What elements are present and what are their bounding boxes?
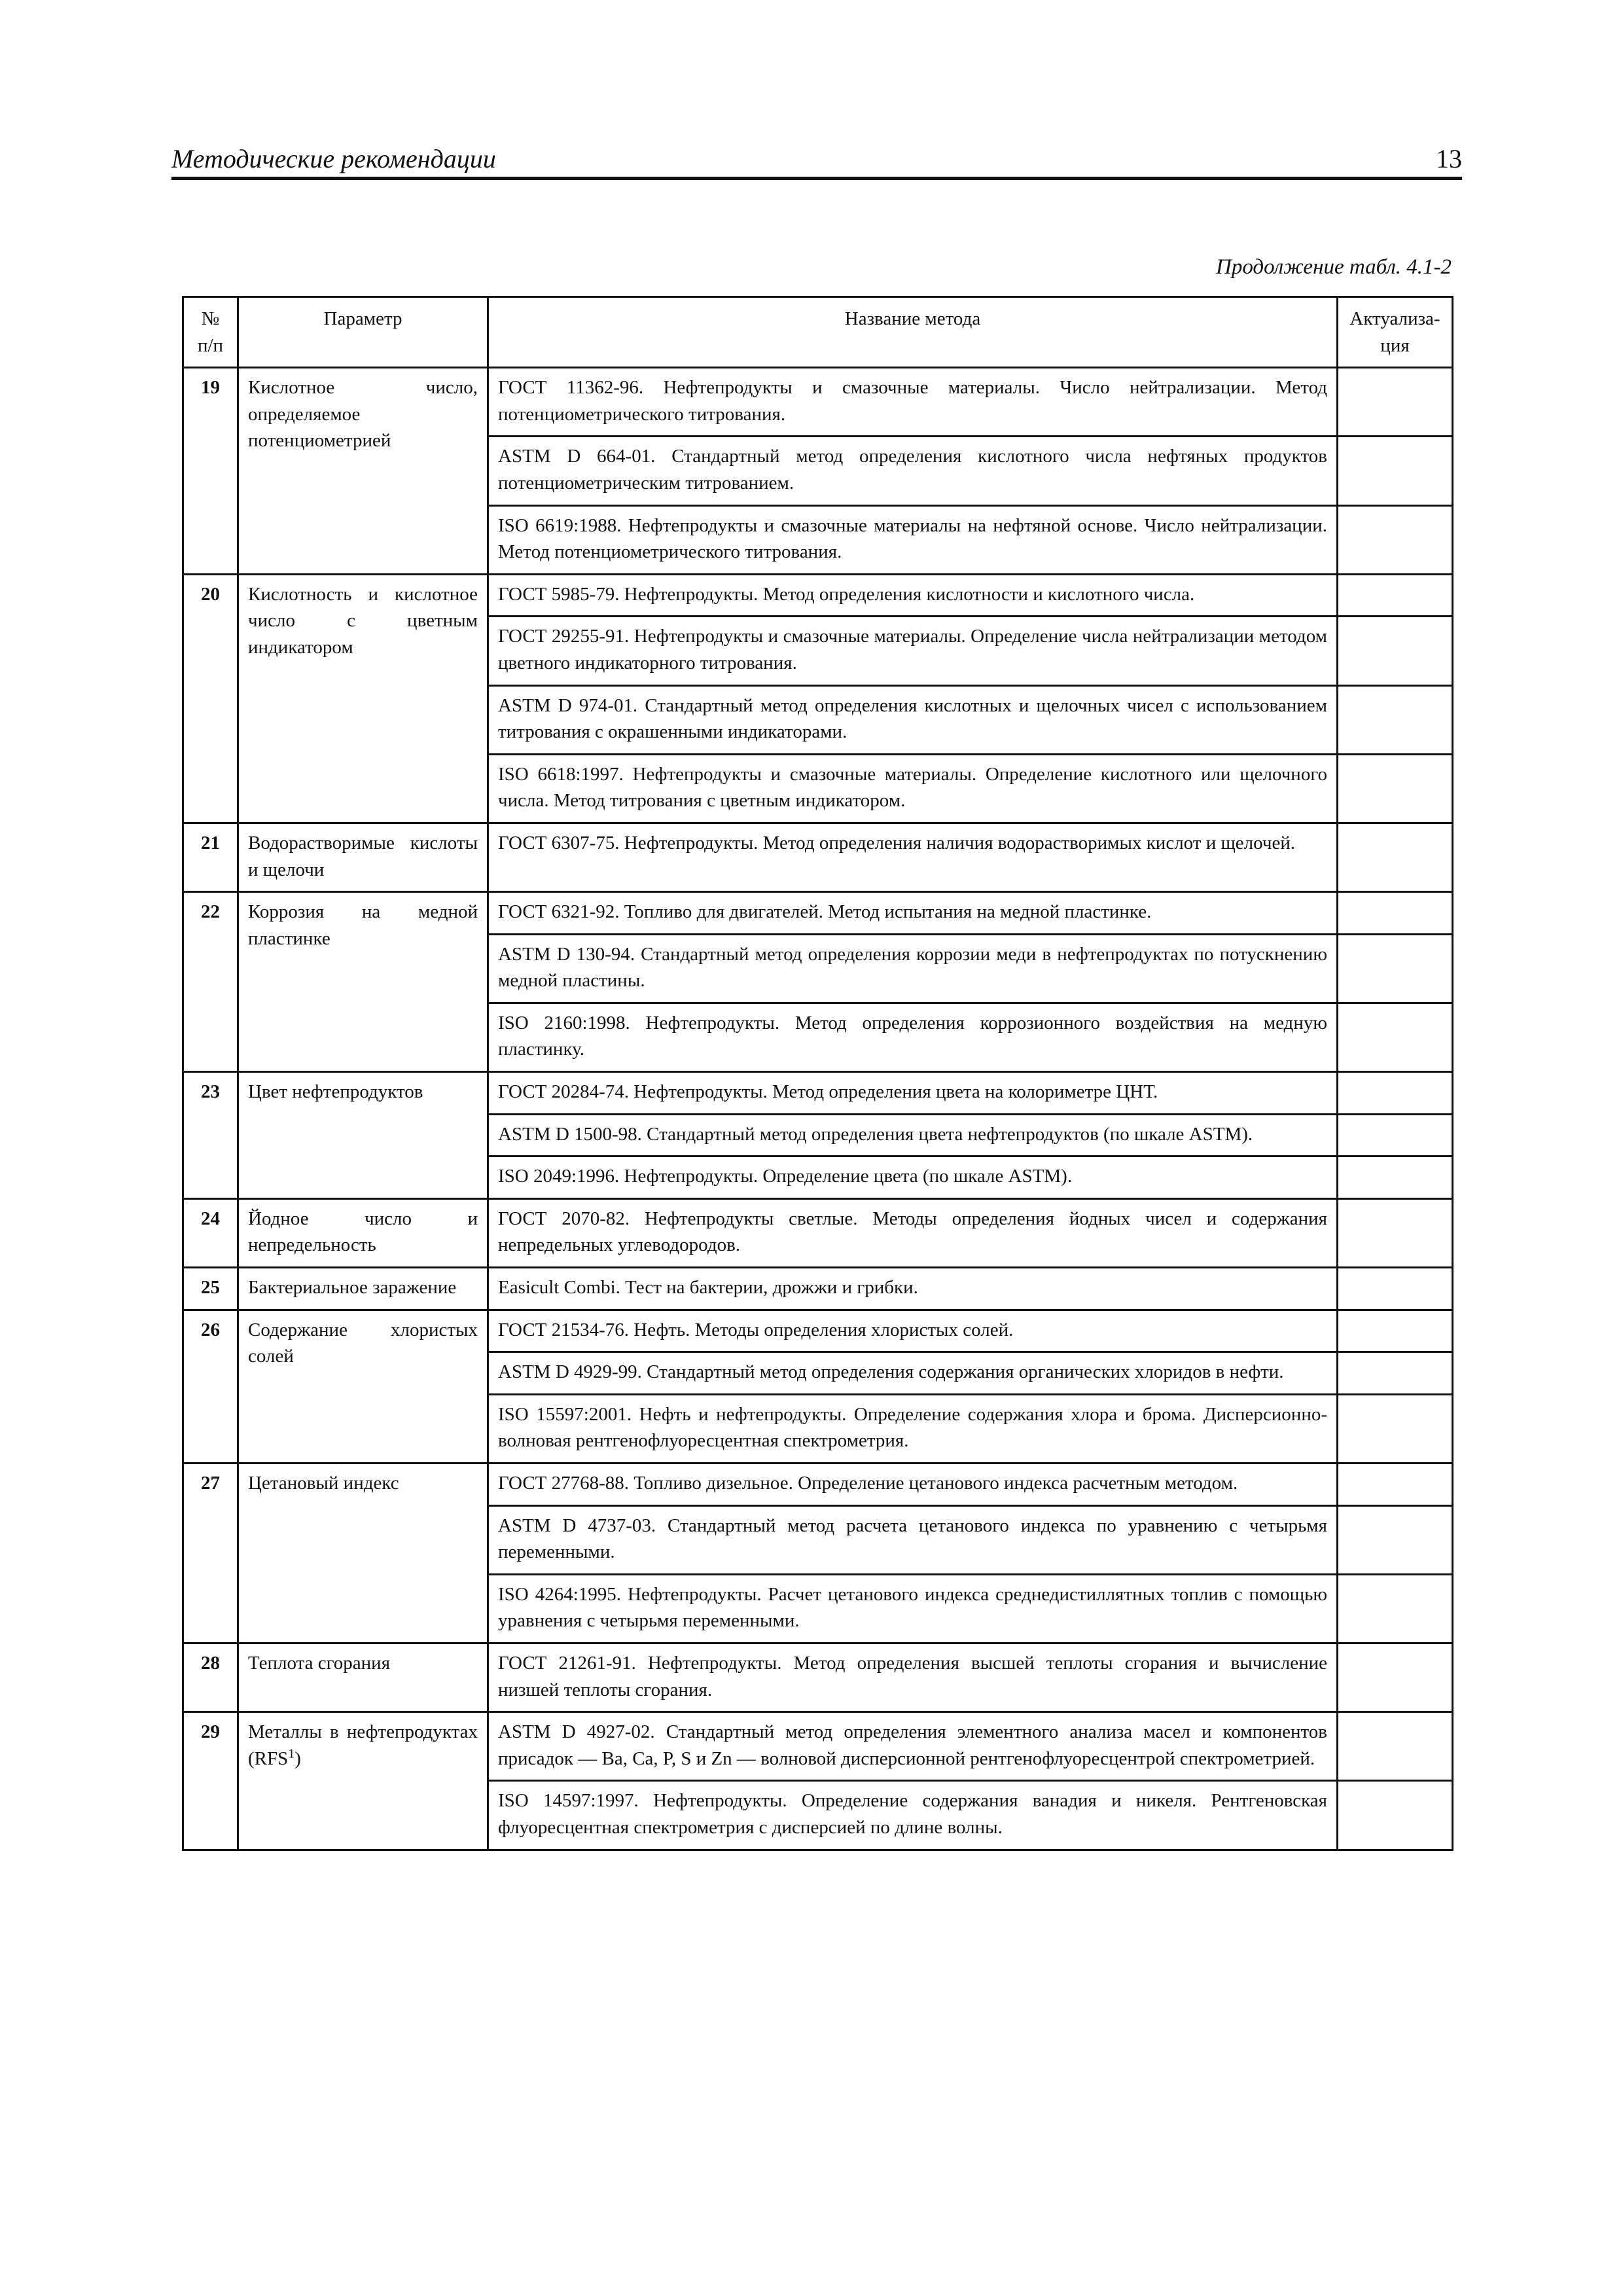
row-number: 21 [183,823,238,891]
actualization-cell [1338,892,1453,935]
parameter-text: Йодное число и непредельность [248,1208,478,1256]
column-header-method: Название метода [488,297,1338,368]
method-cell: ГОСТ 29255-91. Нефтепродукты и смазочные материалы. Определение числа нейтрализации методом цветного индикаторного титрования. [488,617,1338,685]
method-cell: ГОСТ 6307-75. Нефтепродукты. Метод определения наличия водорастворимых кислот и щелочей. [488,823,1338,891]
method-cell: ASTM D 130-94. Стандартный метод определения коррозии меди в нефтепродуктах по потускнению медной пластины. [488,934,1338,1003]
actualization-cell [1338,505,1453,574]
table-body [183,368,1453,1850]
actualization-cell [1338,574,1453,617]
running-header [171,144,1462,180]
row-number: 19 [183,368,238,575]
actualization-cell [1338,934,1453,1003]
table-row [183,1072,1453,1115]
actualization-cell [1338,823,1453,891]
actualization-cell [1338,685,1453,754]
actualization-cell [1338,1574,1453,1643]
method-cell: ГОСТ 21534-76. Нефть. Методы определения хлористых солей. [488,1310,1338,1352]
actualization-cell [1338,1394,1453,1463]
actualization-cell [1338,1198,1453,1267]
table-row [183,368,1453,437]
method-cell: ISO 4264:1995. Нефтепродукты. Расчет цетанового индекса среднедистиллятных топлив с помощью уравнения с четырьмя переменными. [488,1574,1338,1643]
row-number: 24 [183,1198,238,1267]
parameter-text: Цетановый индекс [248,1473,399,1494]
method-cell: ASTM D 4737-03. Стандартный метод расчета цетанового индекса по уравнению с четырьмя переменными. [488,1505,1338,1574]
parameter-text: Цвет нефтепродуктов [248,1081,423,1103]
table-caption: Продолжение табл. 4.1-2 [1216,255,1452,279]
table-row [183,1463,1453,1506]
actualization-cell [1338,368,1453,437]
parameter-cell [238,1072,488,1199]
parameter-text: Бактериальное заражение [248,1277,457,1299]
actualization-cell [1338,1072,1453,1115]
table-row [183,1268,1453,1310]
method-cell: ISO 2049:1996. Нефтепродукты. Определение цвета (по шкале ASTM). [488,1157,1338,1199]
actualization-cell [1338,437,1453,505]
method-cell: ГОСТ 2070-82. Нефтепродукты светлые. Методы определения йодных чисел и содержания непредельных углеводородов. [488,1198,1338,1267]
row-number: 20 [183,574,238,823]
method-cell: ГОСТ 11362-96. Нефтепродукты и смазочные материалы. Число нейтрализации. Метод потенциометрического титрования. [488,368,1338,437]
parameter-cell [238,1643,488,1712]
page-number: 13 [1436,144,1462,173]
parameter-cell [238,1268,488,1310]
parameter-text: Металлы в нефтепродуктах (RFS [248,1721,478,1769]
row-number: 23 [183,1072,238,1199]
parameter-text: Содержание хлористых солей [248,1319,478,1367]
table-row [183,1198,1453,1267]
method-cell: ISO 15597:2001. Нефть и нефтепродукты. Определение содержания хлора и брома. Дисперсионно-волновая рентгенофлуоресцентная спектрометрия. [488,1394,1338,1463]
actualization-cell [1338,1003,1453,1071]
row-number: 25 [183,1268,238,1310]
method-cell: ASTM D 4929-99. Стандартный метод определения содержания органических хлоридов в нефти. [488,1352,1338,1395]
row-number: 27 [183,1463,238,1643]
footnote-marker: 1 [288,1746,295,1761]
actualization-cell [1338,1781,1453,1850]
method-cell: ISO 6619:1988. Нефтепродукты и смазочные материалы на нефтяной основе. Число нейтрализации. Метод потенциометрического титрования. [488,505,1338,574]
methods-table [182,296,1454,1851]
parameter-cell [238,1712,488,1850]
table-row [183,1310,1453,1352]
row-number: 22 [183,892,238,1072]
row-number: 26 [183,1310,238,1463]
table-header-row [183,297,1453,368]
row-number: 29 [183,1712,238,1850]
parameter-text: Кислотное число, определяемое потенциометрией [248,377,478,452]
method-cell: ASTM D 4927-02. Стандартный метод определения элементного анализа масел и компонентов присадок — Ba, Ca, P, S и Zn — волновой дисперсионной рентгенофлуоресцентрой спектрометрией. [488,1712,1338,1781]
table-row [183,574,1453,617]
method-cell: ISO 6618:1997. Нефтепродукты и смазочные материалы. Определение кислотного или щелочного числа. Метод титрования с цветным индикатором. [488,754,1338,823]
actualization-cell [1338,1114,1453,1157]
method-cell: ASTM D 1500-98. Стандартный метод определения цвета нефтепродуктов (по шкале ASTM). [488,1114,1338,1157]
parameter-cell [238,1198,488,1267]
table-row [183,892,1453,935]
parameter-cell [238,892,488,1072]
actualization-cell [1338,1712,1453,1781]
parameter-cell [238,368,488,575]
method-cell: Easicult Combi. Тест на бактерии, дрожжи и грибки. [488,1268,1338,1310]
method-cell: ГОСТ 21261-91. Нефтепродукты. Метод определения высшей теплоты сгорания и вычисление низшей теплоты сгорания. [488,1643,1338,1712]
row-number: 28 [183,1643,238,1712]
column-header-param: Параметр [238,297,488,368]
parameter-text: Коррозия на медной пластинке [248,901,478,949]
parameter-cell [238,1310,488,1463]
parameter-cell [238,574,488,823]
actualization-cell [1338,1157,1453,1199]
method-cell: ГОСТ 27768-88. Топливо дизельное. Определение цетанового индекса расчетным методом. [488,1463,1338,1506]
method-cell: ГОСТ 6321-92. Топливо для двигателей. Метод испытания на медной пластинке. [488,892,1338,935]
method-cell: ГОСТ 5985-79. Нефтепродукты. Метод определения кислотности и кислотного числа. [488,574,1338,617]
actualization-cell [1338,1505,1453,1574]
column-header-actual: Актуализа- ция [1338,297,1453,368]
actualization-cell [1338,1643,1453,1712]
parameter-text: Кислотность и кислотное число с цветным индикатором [248,583,478,658]
method-cell: ГОСТ 20284-74. Нефтепродукты. Метод определения цвета на колориметре ЦНТ. [488,1072,1338,1115]
method-cell: ASTM D 974-01. Стандартный метод определения кислотных и щелочных чисел с использованием титрования с окрашенными индикаторами. [488,685,1338,754]
column-header-num: № п/п [183,297,238,368]
method-cell: ISO 14597:1997. Нефтепродукты. Определение содержания ванадия и никеля. Рентгеновская флуоресцентная спектрометрия с дисперсией по длине волны. [488,1781,1338,1850]
actualization-cell [1338,1352,1453,1395]
parameter-text: Водорастворимые кислоты и щелочи [248,832,478,880]
actualization-cell [1338,1310,1453,1352]
table-row [183,823,1453,891]
parameter-cell [238,823,488,891]
parameter-text-tail: ) [294,1748,301,1769]
parameter-text: Теплота сгорания [248,1652,391,1674]
actualization-cell [1338,1268,1453,1310]
running-title: Методические рекомендации [171,144,496,173]
method-cell: ASTM D 664-01. Стандартный метод определения кислотного числа нефтяных продуктов потенциометрическим титрованием. [488,437,1338,505]
table-row [183,1643,1453,1712]
actualization-cell [1338,1463,1453,1506]
table-row [183,1712,1453,1781]
actualization-cell [1338,754,1453,823]
parameter-cell [238,1463,488,1643]
method-cell: ISO 2160:1998. Нефтепродукты. Метод определения коррозионного воздействия на медную пластинку. [488,1003,1338,1071]
actualization-cell [1338,617,1453,685]
